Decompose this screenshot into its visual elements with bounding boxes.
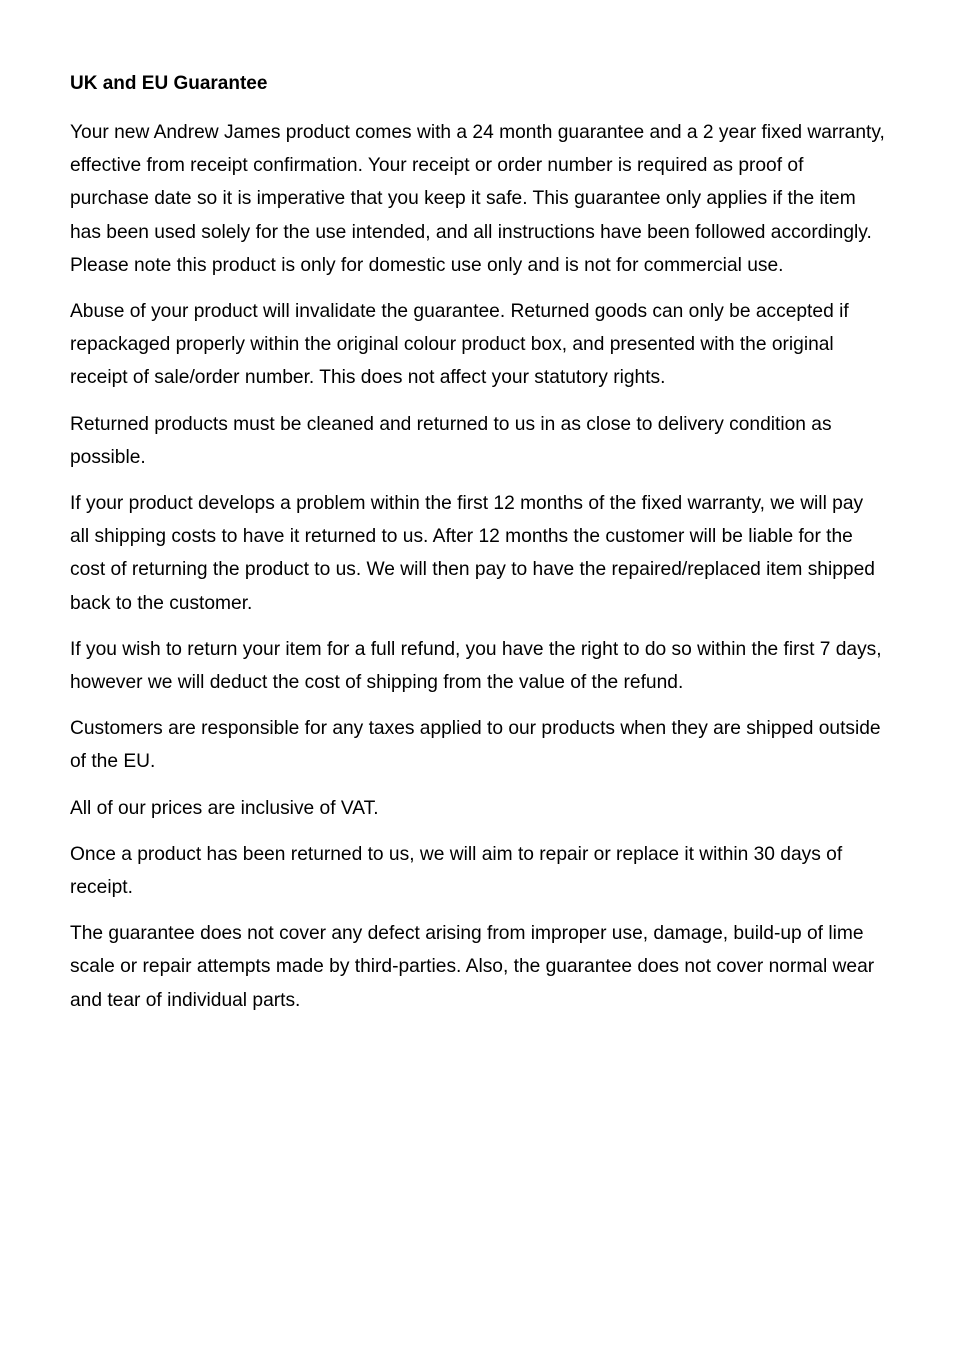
paragraph-abuse: Abuse of your product will invalidate the guarantee. Returned goods can only be accepted if repackaged properly within the original colour product box, and presented with the original receipt of sale/order number. This does not affect your statutory rights.: [70, 301, 849, 389]
paragraph-refund: If you wish to return your item for a full refund, you have the right to do so within the first 7 days, however we will deduct the cost of shipping from the value of the refund.: [70, 638, 882, 694]
paragraph-exclusions: The guarantee does not cover any defect arising from improper use, damage, build-up of lime scale or repair attempts made by third-parties. Also, the guarantee does not cover normal wear and tear of individual parts.: [70, 923, 875, 1011]
page-title: UK and EU Guarantee: [70, 73, 268, 94]
paragraph-taxes: Customers are responsible for any taxes applied to our products when they are shipped outside of the EU.: [70, 718, 881, 773]
paragraph-guarantee-intro: Your new Andrew James product comes with a 24 month guarantee and a 2 year fixed warranty, effective from receipt confirmation. Your receipt or order number is required as proof of purchase date so it is imperative that you keep it safe. This guarantee only applies if the item has been used solely for the use intended, and all instructions have been followed accordingly. Please note this product is only for domestic use only and is not for commercial use.: [70, 122, 885, 276]
paragraph-vat: All of our prices are inclusive of VAT.: [70, 797, 379, 819]
document-page: [70, 70, 886, 1030]
paragraph-returned-condition: Returned products must be cleaned and returned to us in as close to delivery condition as possible.: [70, 413, 832, 468]
paragraph-shipping-costs: If your product develops a problem within the first 12 months of the fixed warranty, we will pay all shipping costs to have it returned to us. After 12 months the customer will be liable for the cost of returning the product to us. We will then pay to have the repaired/replaced item shipped back to the customer.: [70, 493, 875, 614]
paragraph-repair-timeframe: Once a product has been returned to us, we will aim to repair or replace it within 30 days of receipt.: [70, 843, 843, 899]
